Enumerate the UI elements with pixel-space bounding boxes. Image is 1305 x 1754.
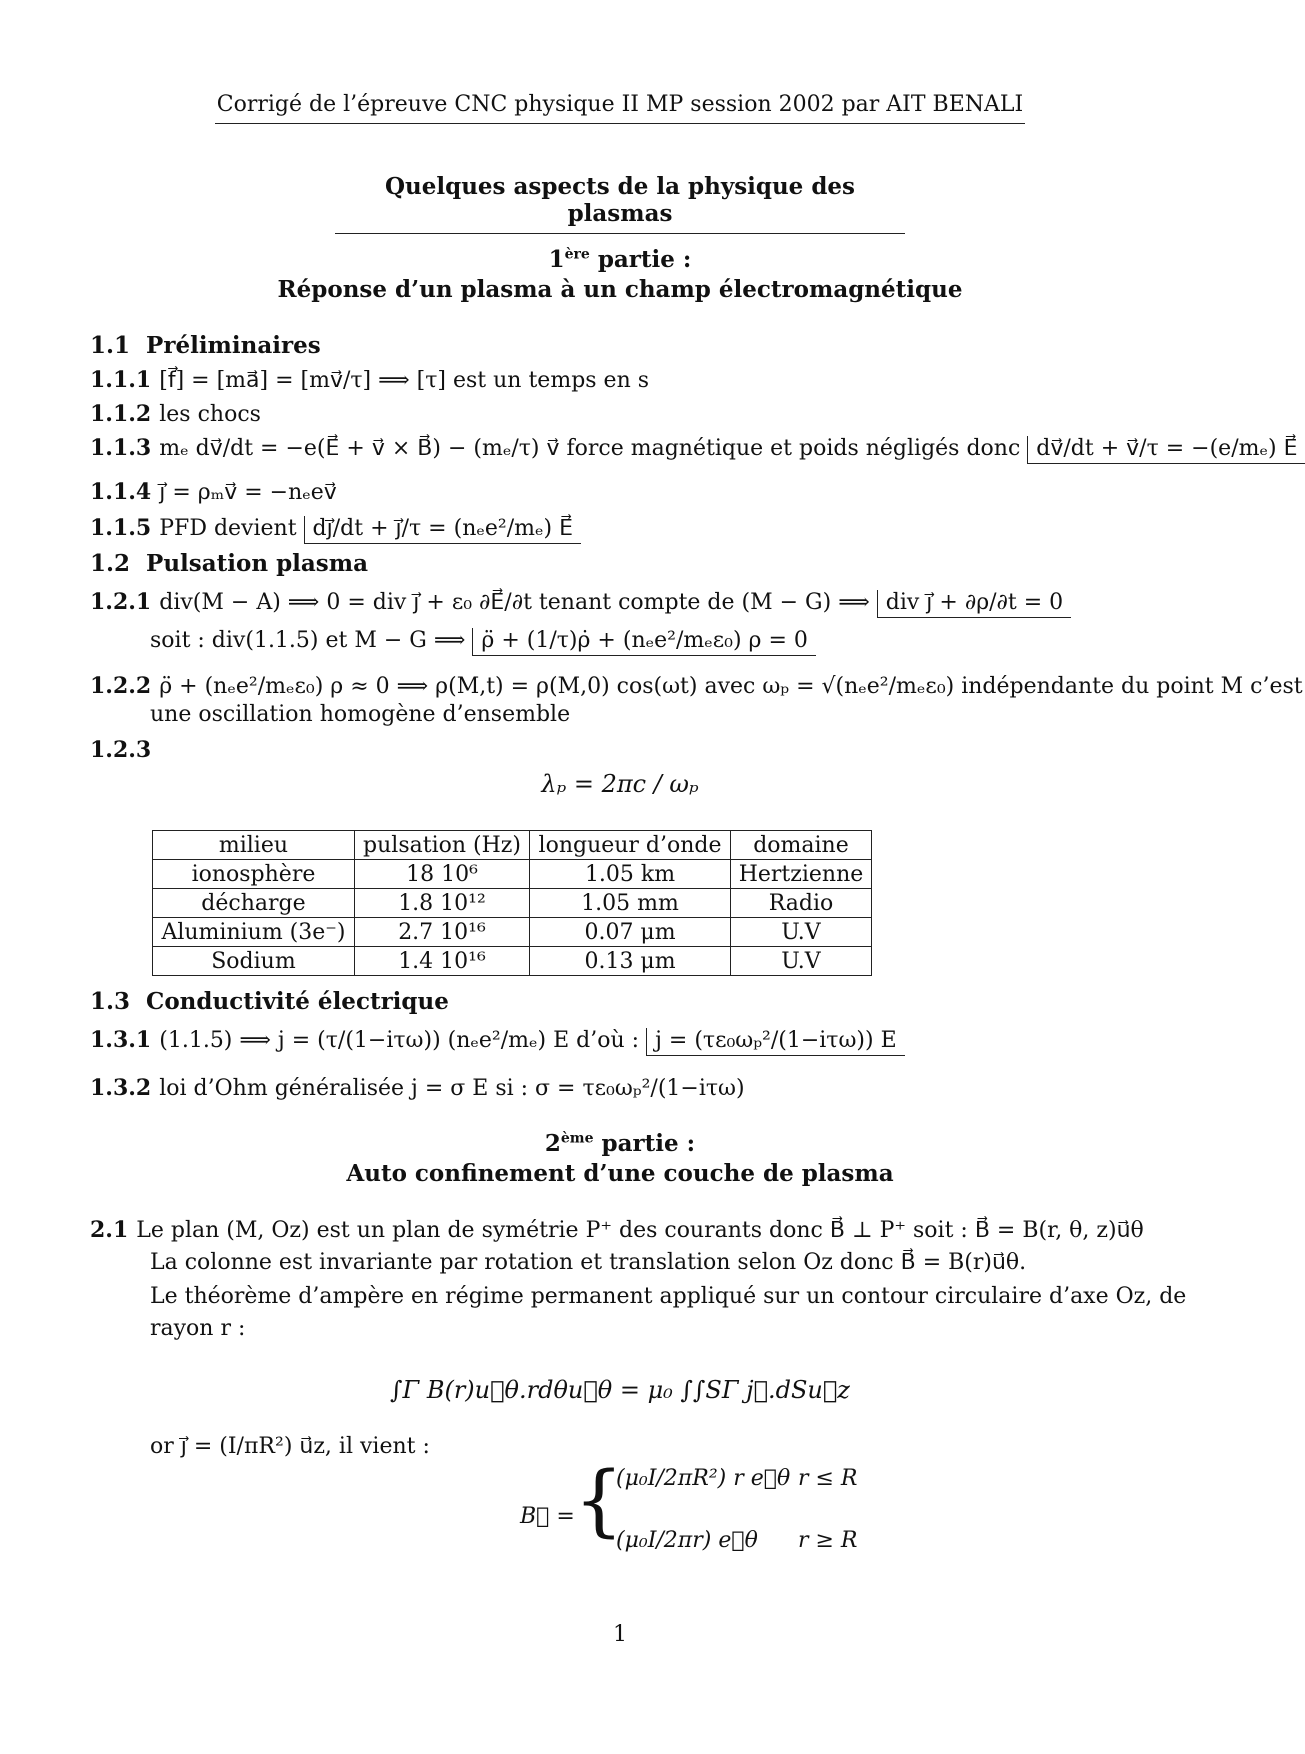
table-cell: U.V — [730, 947, 871, 976]
table-cell: 0.07 μm — [530, 918, 731, 947]
part1-title: Réponse d’un plasma à un champ électromagnétique — [277, 276, 963, 303]
boxed-result-1-2-1: div j⃗ + ∂ρ/∂t = 0 — [877, 590, 1071, 618]
table-header: milieu — [153, 831, 355, 860]
question-1-2-1-line2: soit : div(1.1.5) et M − G ⟹ ρ̈ + (1/τ)ρ̇ + (nₑe²/mₑε₀) ρ = 0 — [150, 628, 816, 653]
table-cell: décharge — [153, 889, 355, 918]
table-row — [153, 947, 872, 976]
question-1-2-2: 1.2.2 ρ̈ + (nₑe²/mₑε₀) ρ ≈ 0 ⟹ ρ(M,t) = ρ(M,0) cos(ωt) avec ωₚ = √(nₑe²/mₑε₀) indépendante du point M c’est — [90, 673, 1303, 699]
question-2-1-line3: Le théorème d’ampère en régime permanent appliqué sur un contour circulaire d’axe Oz, de — [150, 1284, 1187, 1309]
page-header: Corrigé de l’épreuve CNC physique II MP session 2002 par AIT BENALI — [215, 92, 1025, 124]
table-cell: Aluminium (3e⁻) — [153, 918, 355, 947]
question-1-2-2-line2: une oscillation homogène d’ensemble — [150, 702, 571, 727]
left-brace: { — [574, 1456, 624, 1546]
section-1-2: 1.2 Pulsation plasma — [90, 550, 368, 577]
table-row — [153, 918, 872, 947]
section-1-1: 1.1 Préliminaires — [90, 332, 321, 359]
table-cell: U.V — [730, 918, 871, 947]
question-2-1-line2: La colonne est invariante par rotation et translation selon Oz donc B⃗ = B(r)u⃗θ. — [150, 1250, 1027, 1275]
boxed-result-1-3-1: j = (τε₀ωₚ²/(1−iτω)) E — [646, 1028, 905, 1056]
boxed-result-1-1-5: dj⃗/dt + j⃗/τ = (nₑe²/mₑ) E⃗ — [304, 516, 581, 544]
question-1-2-3: 1.2.3 — [90, 737, 152, 763]
question-2-1: 2.1 Le plan (M, Oz) est un plan de symétrie P⁺ des courants donc B⃗ ⊥ P⁺ soit : B⃗ = B(r, θ, z)u⃗θ — [90, 1217, 1144, 1243]
page-number: 1 — [613, 1622, 627, 1647]
table-header: longueur d’onde — [530, 831, 731, 860]
question-1-1-2: 1.1.2 les chocs — [90, 401, 261, 427]
question-1-1-5: 1.1.5 PFD devient dj⃗/dt + j⃗/τ = (nₑe²/mₑ) E⃗ — [90, 514, 581, 543]
question-1-3-1: 1.3.1 (1.1.5) ⟹ j = (τ/(1−iτω)) (nₑe²/mₑ) E d’où : j = (τε₀ωₚ²/(1−iτω)) E — [90, 1026, 905, 1055]
question-1-1-4: 1.1.4 j⃗ = ρₘv⃗ = −nₑev⃗ — [90, 479, 337, 505]
table-header: domaine — [730, 831, 871, 860]
table-header: pulsation (Hz) — [354, 831, 529, 860]
table-cell: Radio — [730, 889, 871, 918]
question-2-1-line4: rayon r : — [150, 1316, 246, 1341]
ampere-integral: ∫Γ B(r)u⃗θ.rdθu⃗θ = μ₀ ∫∫SΓ j⃗.dSu⃗z — [390, 1376, 850, 1404]
table-cell: Sodium — [153, 947, 355, 976]
table-cell: 2.7 10¹⁶ — [354, 918, 529, 947]
table-row — [153, 889, 872, 918]
question-1-1-1: 1.1.1 [f⃗] = [ma⃗] = [mv⃗/τ] ⟹ [τ] est un temps en s — [90, 367, 650, 393]
wavelength-equation: λₚ = 2πc / ωₚ — [541, 770, 699, 798]
boxed-result-1-2-1-b: ρ̈ + (1/τ)ρ̇ + (nₑe²/mₑε₀) ρ = 0 — [472, 628, 816, 656]
table-cell: 1.05 mm — [530, 889, 731, 918]
question-1-1-3: 1.1.3 mₑ dv⃗/dt = −e(E⃗ + v⃗ × B⃗) − (mₑ/τ) v⃗ force magnétique et poids négligés donc dv⃗/dt + v⃗/τ = −(e/mₑ) E⃗ — [90, 434, 1305, 463]
boxed-result-1-1-3: dv⃗/dt + v⃗/τ = −(e/mₑ) E⃗ — [1027, 436, 1305, 464]
table-row — [153, 860, 872, 889]
question-1-2-1: 1.2.1 div(M − A) ⟹ 0 = div j⃗ + ε₀ ∂E⃗/∂t tenant compte de (M − G) ⟹ div j⃗ + ∂ρ/∂t = 0 — [90, 588, 1071, 617]
table-cell: 1.05 km — [530, 860, 731, 889]
current-density-line: or j⃗ = (I/πR²) u⃗z, il vient : — [150, 1434, 430, 1459]
table-cell: 0.13 μm — [530, 947, 731, 976]
section-1-3: 1.3 Conductivité électrique — [90, 988, 449, 1015]
part1-heading: 1ère partie : — [548, 246, 692, 273]
table-cell: ionosphère — [153, 860, 355, 889]
table-cell: 1.8 10¹² — [354, 889, 529, 918]
table-cell: 1.4 10¹⁶ — [354, 947, 529, 976]
part2-title: Auto confinement d’une couche de plasma — [346, 1160, 894, 1187]
part2-heading: 2ème partie : — [544, 1130, 696, 1157]
table-cell: Hertzienne — [730, 860, 871, 889]
question-1-3-2: 1.3.2 loi d’Ohm généralisée j = σ E si : σ = τε₀ωₚ²/(1−iτω) — [90, 1075, 745, 1101]
table-cell: 18 10⁶ — [354, 860, 529, 889]
plasma-table — [152, 830, 872, 976]
document-title: Quelques aspects de la physique des plasmas — [335, 173, 905, 234]
